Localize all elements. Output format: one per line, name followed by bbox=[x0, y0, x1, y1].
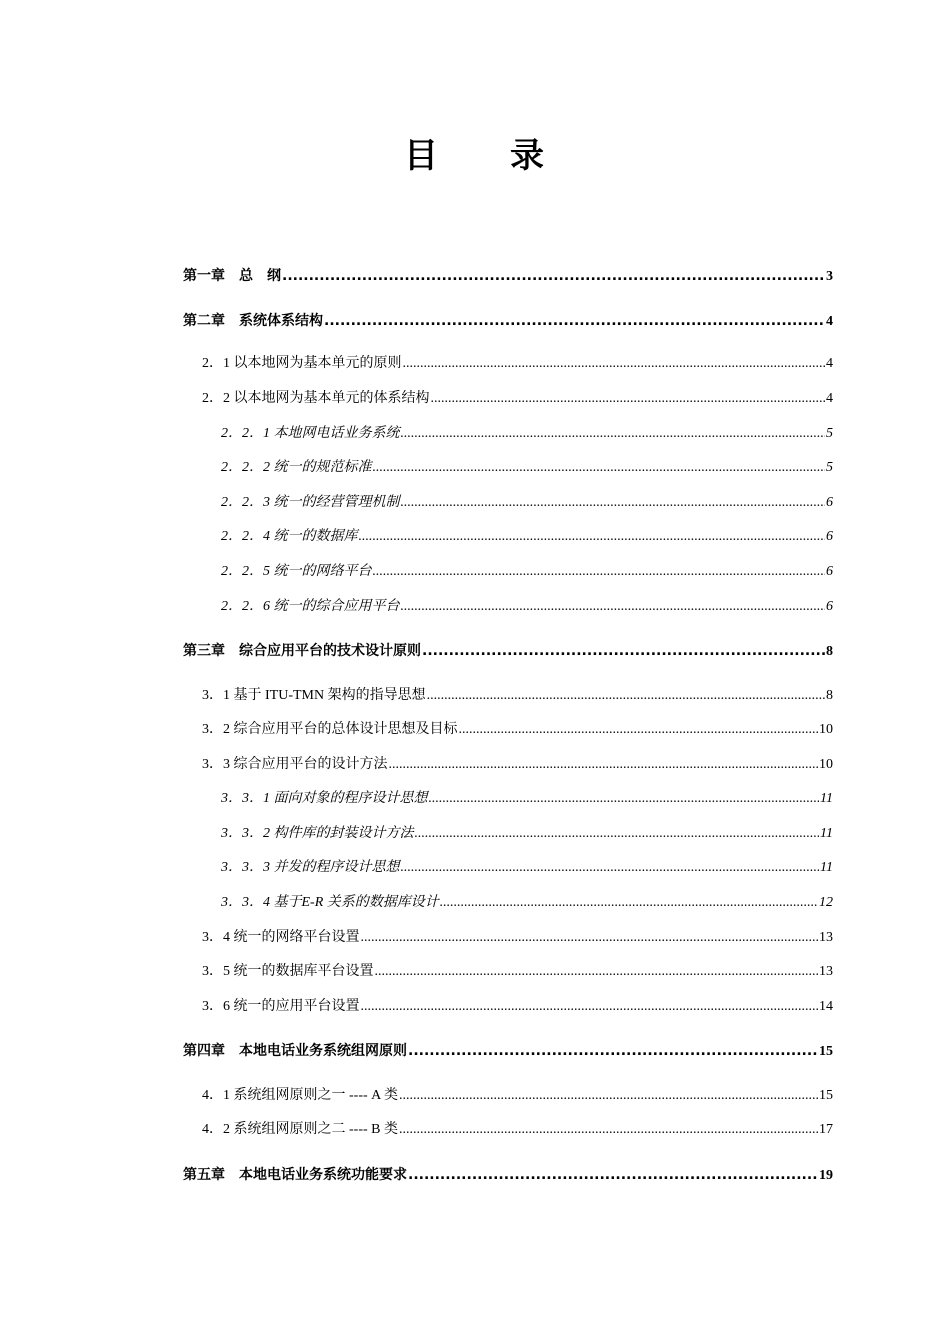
toc-entry-page: 14 bbox=[819, 999, 833, 1014]
toc-entry[interactable] bbox=[183, 266, 833, 286]
toc-entry-page: 6 bbox=[826, 495, 833, 510]
toc-entry-label: 3．2 综合应用平台的总体设计思想及目标 bbox=[202, 722, 458, 737]
toc-entry-page: 12 bbox=[819, 895, 833, 910]
toc-entry-page: 8 bbox=[826, 688, 833, 703]
toc-entry-label: 2．2．4 统一的数据库 bbox=[221, 529, 358, 544]
toc-entry[interactable] bbox=[221, 562, 833, 582]
toc-entry[interactable] bbox=[221, 424, 833, 444]
toc-entry-page: 15 bbox=[819, 1088, 833, 1103]
toc-entry-label: 2．1 以本地网为基本单元的原则 bbox=[202, 356, 402, 371]
toc-entry-label: 3．3．2 构件库的封装设计方法 bbox=[221, 826, 414, 841]
toc-entry-page: 6 bbox=[826, 529, 833, 544]
toc-entry[interactable] bbox=[221, 493, 833, 513]
toc-entry-label: 2．2．5 统一的网络平台 bbox=[221, 564, 372, 579]
toc-entry-label: 2．2．6 统一的综合应用平台 bbox=[221, 599, 400, 614]
toc-entry-page: 11 bbox=[820, 791, 833, 806]
toc-entry-label: 第三章 综合应用平台的技术设计原则 bbox=[183, 643, 421, 659]
toc-entry[interactable] bbox=[221, 893, 833, 913]
toc-entry-page: 5 bbox=[826, 460, 833, 475]
toc-entry[interactable] bbox=[183, 1165, 833, 1185]
toc-entry-label: 2．2．3 统一的经营管理机制 bbox=[221, 495, 400, 510]
toc-entry[interactable] bbox=[202, 1086, 833, 1106]
toc-entry[interactable] bbox=[202, 755, 833, 775]
toc-entry[interactable] bbox=[183, 1041, 833, 1061]
toc-entry-label: 第四章 本地电话业务系统组网原则 bbox=[183, 1043, 407, 1059]
toc-entry-label: 3．4 统一的网络平台设置 bbox=[202, 930, 360, 945]
toc-entry[interactable] bbox=[221, 597, 833, 617]
toc-entry[interactable] bbox=[202, 354, 833, 374]
toc-entry-page: 6 bbox=[826, 599, 833, 614]
toc-entry[interactable] bbox=[202, 997, 833, 1017]
toc-entry-label: 2．2 以本地网为基本单元的体系结构 bbox=[202, 391, 430, 406]
toc-entry[interactable] bbox=[221, 527, 833, 547]
toc-entry-page: 19 bbox=[819, 1168, 833, 1183]
toc-entry[interactable] bbox=[202, 928, 833, 948]
toc-entry-label: 4．2 系统组网原则之二 ---- B 类 bbox=[202, 1122, 398, 1137]
toc-entry-label: 第二章 系统体系结构 bbox=[183, 313, 323, 329]
toc-entry-page: 4 bbox=[826, 314, 833, 329]
toc-entry-label: 2．2．2 统一的规范标准 bbox=[221, 460, 372, 475]
toc-entry-label: 第一章 总 纲 bbox=[183, 268, 281, 284]
toc-entry-page: 11 bbox=[820, 826, 833, 841]
toc-entry[interactable] bbox=[221, 824, 833, 844]
toc-entry-page: 11 bbox=[820, 860, 833, 875]
toc-entry[interactable] bbox=[183, 641, 833, 661]
toc-entry-label: 3．3．3 并发的程序设计思想 bbox=[221, 860, 400, 875]
toc-entry-label: 3．1 基于 ITU-TMN 架构的指导思想 bbox=[202, 688, 426, 703]
toc-entry-label: 3．5 统一的数据库平台设置 bbox=[202, 964, 374, 979]
toc-entry-page: 13 bbox=[819, 964, 833, 979]
toc-entry-label: 3．3．1 面向对象的程序设计思想 bbox=[221, 791, 428, 806]
toc-entry-page: 4 bbox=[826, 391, 833, 406]
toc-entry-label: 3．3．4 基于E-R 关系的数据库设计 bbox=[221, 895, 439, 910]
toc-entry-page: 4 bbox=[826, 356, 833, 371]
toc-entry[interactable] bbox=[221, 458, 833, 478]
toc-entry-page: 17 bbox=[819, 1122, 833, 1137]
toc-entry-page: 10 bbox=[819, 722, 833, 737]
toc-entry-label: 3．6 统一的应用平台设置 bbox=[202, 999, 360, 1014]
toc-entry-label: 2．2．1 本地网电话业务系统 bbox=[221, 426, 400, 441]
toc-entry-label: 4．1 系统组网原则之一 ---- A 类 bbox=[202, 1088, 398, 1103]
toc-entry[interactable] bbox=[202, 389, 833, 409]
toc-entry[interactable] bbox=[202, 1120, 833, 1140]
toc-entry[interactable] bbox=[183, 311, 833, 331]
toc-entry-page: 6 bbox=[826, 564, 833, 579]
title-char-2: 录 bbox=[510, 138, 546, 175]
toc-entry-page: 8 bbox=[826, 644, 833, 659]
title-char-1: 目 bbox=[404, 138, 440, 175]
toc-entry[interactable] bbox=[202, 962, 833, 982]
toc-entry-page: 5 bbox=[826, 426, 833, 441]
toc-entry-page: 13 bbox=[819, 930, 833, 945]
toc-entry-page: 10 bbox=[819, 757, 833, 772]
toc-entry-label: 第五章 本地电话业务系统功能要求 bbox=[183, 1167, 407, 1183]
toc-entry-label: 3．3 综合应用平台的设计方法 bbox=[202, 757, 388, 772]
toc-entry[interactable] bbox=[202, 686, 833, 706]
toc-entry-page: 15 bbox=[819, 1044, 833, 1059]
toc-entry[interactable] bbox=[221, 858, 833, 878]
page-title bbox=[0, 128, 950, 177]
toc-entry[interactable] bbox=[202, 720, 833, 740]
toc-entry[interactable] bbox=[221, 789, 833, 809]
toc-entry-page: 3 bbox=[826, 269, 833, 284]
